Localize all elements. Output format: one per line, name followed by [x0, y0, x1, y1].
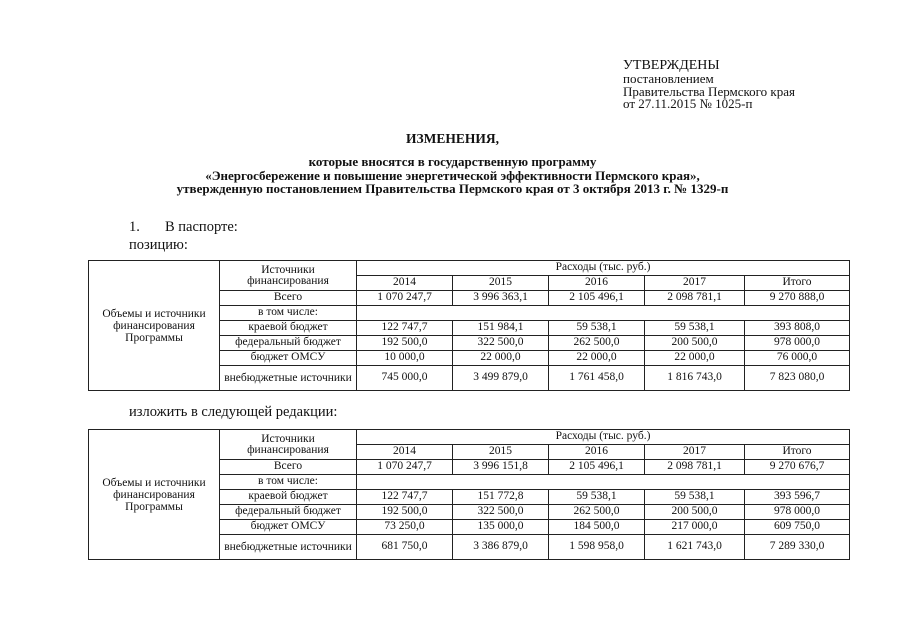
value-cell: 978 000,0 — [745, 336, 850, 351]
value-cell: 76 000,0 — [745, 351, 850, 366]
value-cell: 151 984,1 — [453, 321, 549, 336]
year-header: 2016 — [549, 445, 645, 460]
value-cell: 122 747,7 — [357, 490, 453, 505]
value-cell: 1 621 743,0 — [645, 535, 745, 560]
value-cell: 681 750,0 — [357, 535, 453, 560]
year-header: 2015 — [453, 445, 549, 460]
value-cell: 7 289 330,0 — [745, 535, 850, 560]
value-cell: 1 598 958,0 — [549, 535, 645, 560]
value-cell: 192 500,0 — [357, 336, 453, 351]
value-cell: 22 000,0 — [549, 351, 645, 366]
total-header: Итого — [745, 445, 850, 460]
year-header: 2017 — [645, 445, 745, 460]
value-cell: 3 996 151,8 — [453, 460, 549, 475]
approval-block — [623, 58, 795, 111]
expenses-header: Расходы (тыс. руб.) — [357, 430, 850, 445]
value-cell: 151 772,8 — [453, 490, 549, 505]
value-cell: 184 500,0 — [549, 520, 645, 535]
source-label: Всего — [220, 291, 357, 306]
row-label: Объемы и источники финансирования Программы — [89, 261, 220, 391]
financing-table-new — [88, 429, 850, 560]
value-cell: 22 000,0 — [645, 351, 745, 366]
value-cell: 3 996 363,1 — [453, 291, 549, 306]
value-cell: 135 000,0 — [453, 520, 549, 535]
value-cell: 200 500,0 — [645, 505, 745, 520]
source-label: Всего — [220, 460, 357, 475]
value-cell: 2 105 496,1 — [549, 291, 645, 306]
source-label: внебюджетные источники — [220, 535, 357, 560]
value-cell: 122 747,7 — [357, 321, 453, 336]
year-header: 2014 — [357, 276, 453, 291]
value-cell: 322 500,0 — [453, 336, 549, 351]
source-label: федеральный бюджет — [220, 336, 357, 351]
document-subtitle — [0, 155, 905, 196]
value-cell: 262 500,0 — [549, 505, 645, 520]
paragraph-text: В паспорте: — [165, 219, 238, 235]
source-label: федеральный бюджет — [220, 505, 357, 520]
source-label: бюджет ОМСУ — [220, 520, 357, 535]
paragraph-position: позицию: — [129, 237, 188, 253]
empty-cell — [357, 475, 850, 490]
value-cell: 200 500,0 — [645, 336, 745, 351]
paragraph-1 — [129, 219, 238, 236]
value-cell: 3 499 879,0 — [453, 366, 549, 391]
value-cell: 22 000,0 — [453, 351, 549, 366]
source-label: краевой бюджет — [220, 321, 357, 336]
value-cell: 192 500,0 — [357, 505, 453, 520]
paragraph-number: 1. — [129, 219, 140, 235]
year-header: 2016 — [549, 276, 645, 291]
approval-line: Правительства Пермского края — [623, 83, 795, 99]
approval-heading: УТВЕРЖДЕНЫ — [623, 58, 720, 73]
value-cell: 1 070 247,7 — [357, 460, 453, 475]
value-cell: 609 750,0 — [745, 520, 850, 535]
value-cell: 1 070 247,7 — [357, 291, 453, 306]
year-header: 2017 — [645, 276, 745, 291]
total-header: Итого — [745, 276, 850, 291]
value-cell: 393 596,7 — [745, 490, 850, 505]
value-cell: 217 000,0 — [645, 520, 745, 535]
value-cell: 59 538,1 — [549, 490, 645, 505]
source-label: бюджет ОМСУ — [220, 351, 357, 366]
financing-table-old — [88, 260, 850, 391]
value-cell: 322 500,0 — [453, 505, 549, 520]
value-cell: 1 816 743,0 — [645, 366, 745, 391]
value-cell: 262 500,0 — [549, 336, 645, 351]
subtitle-line: «Энергосбережение и повышение энергетической эффективности Пермского края», — [205, 167, 700, 183]
document-title: ИЗМЕНЕНИЯ, — [405, 131, 499, 146]
approval-date: от 27.11.2015 № 1025-п — [623, 96, 753, 111]
value-cell: 745 000,0 — [357, 366, 453, 391]
including-label: в том числе: — [220, 475, 357, 490]
value-cell: 3 386 879,0 — [453, 535, 549, 560]
value-cell: 2 098 781,1 — [645, 460, 745, 475]
value-cell: 59 538,1 — [645, 321, 745, 336]
year-header: 2015 — [453, 276, 549, 291]
empty-cell — [357, 306, 850, 321]
value-cell: 2 098 781,1 — [645, 291, 745, 306]
value-cell: 59 538,1 — [549, 321, 645, 336]
value-cell: 2 105 496,1 — [549, 460, 645, 475]
source-label: краевой бюджет — [220, 490, 357, 505]
year-header: 2014 — [357, 445, 453, 460]
value-cell: 393 808,0 — [745, 321, 850, 336]
value-cell: 978 000,0 — [745, 505, 850, 520]
value-cell: 10 000,0 — [357, 351, 453, 366]
expenses-header: Расходы (тыс. руб.) — [357, 261, 850, 276]
value-cell: 9 270 676,7 — [745, 460, 850, 475]
sources-header: Источники финансирования — [220, 430, 357, 460]
subtitle-line: утвержденную постановлением Правительства Пермского края от 3 октября 2013 г. № 1329-п — [176, 181, 729, 196]
value-cell: 59 538,1 — [645, 490, 745, 505]
value-cell: 73 250,0 — [357, 520, 453, 535]
value-cell: 9 270 888,0 — [745, 291, 850, 306]
sources-header: Источники финансирования — [220, 261, 357, 291]
paragraph-new-wording: изложить в следующей редакции: — [129, 404, 338, 420]
value-cell: 7 823 080,0 — [745, 366, 850, 391]
value-cell: 1 761 458,0 — [549, 366, 645, 391]
including-label: в том числе: — [220, 306, 357, 321]
row-label: Объемы и источники финансирования Программы — [89, 430, 220, 560]
source-label: внебюджетные источники — [220, 366, 357, 391]
approval-line: постановлением — [623, 71, 714, 86]
subtitle-line: которые вносятся в государственную программу — [308, 154, 597, 169]
